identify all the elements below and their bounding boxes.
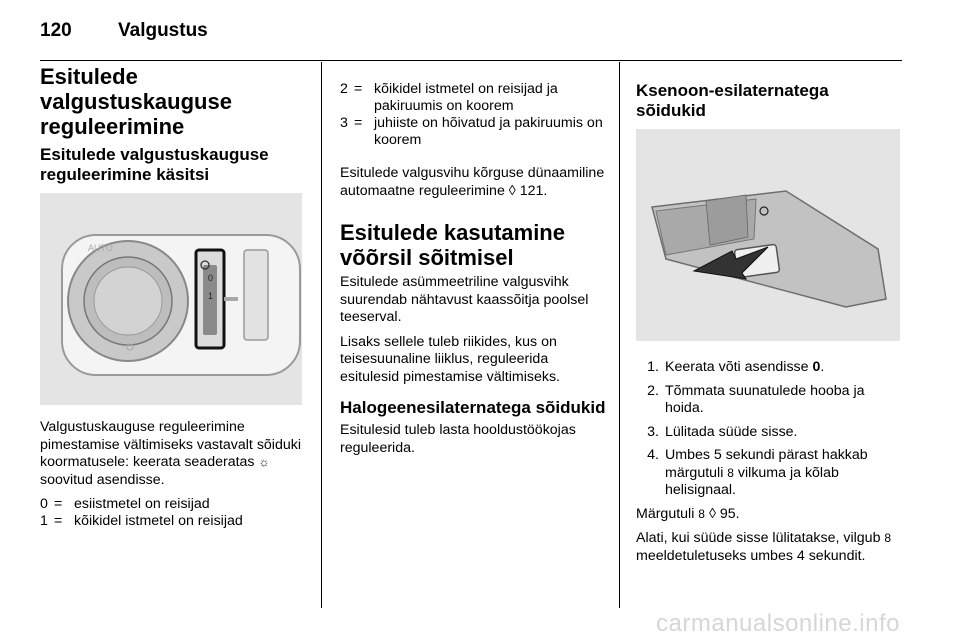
- item-key: 0: [40, 496, 48, 512]
- item-eq: =: [354, 115, 363, 131]
- warning-light-icon: 8: [727, 465, 734, 480]
- list-item: [636, 447, 902, 500]
- warning-light-icon: 8: [884, 531, 892, 545]
- warning-light-icon: 8: [698, 506, 705, 521]
- item-key: 2: [340, 81, 348, 97]
- item-key: 3: [340, 115, 348, 131]
- list-item: [40, 513, 306, 530]
- turn-signal-lever-illustration: [636, 129, 900, 341]
- list-item: [636, 359, 902, 377]
- column-2: [340, 81, 606, 464]
- paragraph-opposite-traffic: Lisaks sellele tuleb riikides, kus on teisesuunaline liiklus, reguleerida esitulesid pimestamise vältimiseks.: [340, 333, 560, 385]
- list-item: [40, 496, 306, 513]
- wheel-one-label: 1: [208, 291, 214, 301]
- column-1: [40, 64, 306, 538]
- step-text-pre: Umbes 5 sekundi pärast hakkab märgutuli: [665, 447, 868, 481]
- step-bold-value: 0: [812, 359, 821, 375]
- step-number: 3.: [647, 423, 659, 440]
- paragraph-asymmetric-beam: Esitulede asümmeetriline valgusvihk suurendab nähtavust kaassõitja poolsel teeserval.: [340, 274, 589, 325]
- step-number: 1.: [647, 359, 659, 375]
- turn-signal-lever-figure: [636, 129, 900, 341]
- list-item: [636, 424, 902, 442]
- xenon-steps-list: [636, 359, 902, 500]
- list-item: [636, 383, 902, 418]
- item-value: juhiiste on hõivatud ja pakiruumis on koorem: [374, 115, 603, 148]
- item-value: kõikidel istmetel on reisijad ja pakiruumis on koorem: [374, 81, 558, 114]
- warning-light-ref-text: Märgutuli: [636, 505, 699, 522]
- page-number: 120: [40, 20, 72, 41]
- section-heading-driving-abroad: Esitulede kasutamine võõrsil sõitmisel: [340, 220, 565, 270]
- paragraph-warning-light-ref: [636, 506, 902, 524]
- paragraph-ignition-reminder: [636, 530, 902, 565]
- wheel-zero-label: 0: [208, 273, 214, 283]
- list-item: [340, 81, 606, 115]
- subheading-xenon: Ksenoon-esilaternatega sõidukid: [636, 81, 829, 120]
- item-eq: =: [354, 81, 363, 97]
- column-3: [636, 81, 902, 572]
- paragraph-adjust-text-a: Valgustuskauguse reguleerimine pimestamise vältimiseks vastavalt sõiduki koormatusele: keerata seaderatas: [40, 419, 301, 470]
- auto-label: AUTO: [88, 243, 113, 253]
- page-ref-95: 95.: [719, 505, 740, 522]
- load-positions-list-a: [40, 496, 306, 530]
- item-value: kõikidel istmetel on reisijad: [74, 513, 243, 529]
- item-eq: =: [54, 513, 63, 529]
- section-heading-headlight-range: Esitulede valgustuskauguse reguleerimine: [40, 64, 232, 139]
- paragraph-adjust-text-b: soovitud asendisse.: [40, 471, 165, 488]
- dynamic-leveling-text: Esitulede valgusvihu kõrguse dünaamiline automaatne reguleerimine: [340, 165, 605, 199]
- subheading-manual-adjustment: Esitulede valgustuskauguse reguleerimine käsitsi: [40, 145, 269, 184]
- step-number: 4.: [647, 447, 659, 463]
- watermark: carmanualsonline.info: [656, 610, 900, 637]
- item-eq: =: [54, 496, 63, 512]
- step-text-post: .: [820, 359, 825, 375]
- page-header: [40, 20, 208, 42]
- header-rule: [40, 60, 902, 61]
- step-text: [665, 359, 902, 377]
- step-text-pre: Keerata võti asendisse: [665, 359, 813, 375]
- paragraph-dynamic-leveling: [340, 165, 606, 200]
- step-text-post: vilkuma ja kõlab helisignaal.: [665, 464, 839, 498]
- load-positions-list-b: [340, 81, 606, 149]
- headlight-range-symbol-icon: ☼: [258, 455, 270, 469]
- item-value: esiistmetel on reisijad: [74, 496, 210, 512]
- light-switch-figure: [40, 193, 302, 405]
- step-text: Lülitada süüde sisse.: [665, 423, 798, 440]
- page-ref-121: 121.: [519, 182, 548, 199]
- subheading-halogen: Halogeenesilaternatega sõidukid: [340, 398, 606, 417]
- item-key: 1: [40, 513, 48, 529]
- page-ref-arrow-icon: ◊: [708, 505, 716, 522]
- reminder-text-b: meeldetuletuseks umbes 4 sekundit.: [636, 547, 866, 564]
- reminder-text-a: Alati, kui süüde sisse lülitatakse, vilgub: [636, 530, 885, 546]
- paragraph-halogen: Esitulesid tuleb lasta hooldustöökojas reguleerida.: [340, 422, 576, 456]
- step-number: 2.: [647, 382, 659, 399]
- page-title: Valgustus: [118, 20, 208, 41]
- list-item: [340, 115, 606, 149]
- paragraph-adjust-instructions: [40, 419, 306, 489]
- column-divider-1: [321, 62, 322, 608]
- page-ref-arrow-icon: ◊: [508, 182, 516, 199]
- step-text: [665, 447, 902, 500]
- step-text: Tõmmata suunatulede hooba ja hoida.: [665, 382, 865, 416]
- column-divider-2: [619, 62, 620, 608]
- light-switch-illustration: [40, 193, 302, 405]
